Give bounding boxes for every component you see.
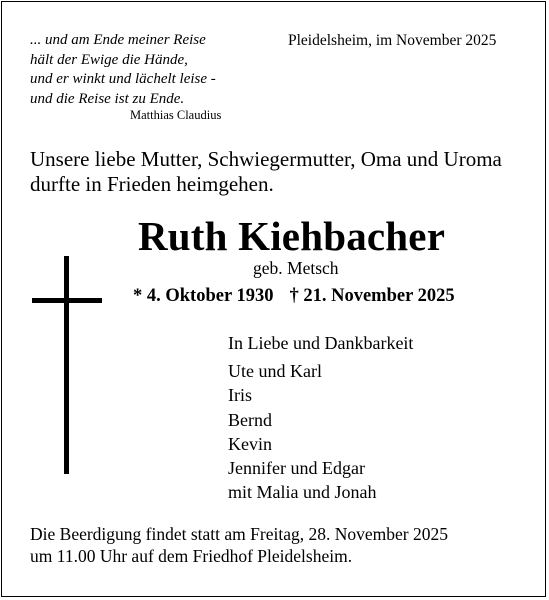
mourner-name: Ute und Karl — [228, 361, 322, 382]
cross-icon-horizontal-bar — [32, 298, 102, 303]
place-date: Pleidelsheim, im November 2025 — [288, 32, 497, 49]
poem-author: Matthias Claudius — [130, 108, 222, 122]
mourner-name: mit Malia und Jonah — [228, 482, 377, 503]
mourner-name: Bernd — [228, 409, 272, 430]
mourner-name: Iris — [228, 385, 252, 406]
birth-date: * 4. Oktober 1930 — [133, 286, 274, 306]
maiden-name: geb. Metsch — [253, 258, 339, 278]
deceased-name: Ruth Kiehbacher — [138, 213, 446, 259]
poem-line: hält der Ewige die Hände, — [30, 51, 188, 68]
death-date: † 21. November 2025 — [289, 286, 455, 306]
poem-line: ... und am Ende meiner Reise — [30, 32, 206, 48]
intro-line: Unsere liebe Mutter, Schwiegermutter, Oma und Uroma — [30, 147, 502, 171]
funeral-line: um 11.00 Uhr auf dem Friedhof Pleidelsheim. — [30, 546, 353, 566]
poem-line: und die Reise ist zu Ende. — [30, 90, 185, 107]
mourners-heading: In Liebe und Dankbarkeit — [228, 333, 414, 353]
mourner-name: Kevin — [228, 433, 272, 454]
mourners-list — [228, 331, 413, 504]
mourner-name: Jennifer und Edgar — [228, 458, 365, 479]
poem-quote — [30, 31, 216, 109]
funeral-line: Die Beerdigung findet statt am Freitag, 28. November 2025 — [30, 524, 448, 544]
poem-line: und er winkt und lächelt leise - — [30, 71, 216, 87]
intro-text — [30, 147, 502, 197]
life-dates — [133, 285, 455, 307]
funeral-notice — [30, 523, 448, 567]
cross-icon-vertical-bar — [64, 256, 69, 474]
intro-line: durfte in Frieden heimgehen. — [30, 172, 274, 196]
